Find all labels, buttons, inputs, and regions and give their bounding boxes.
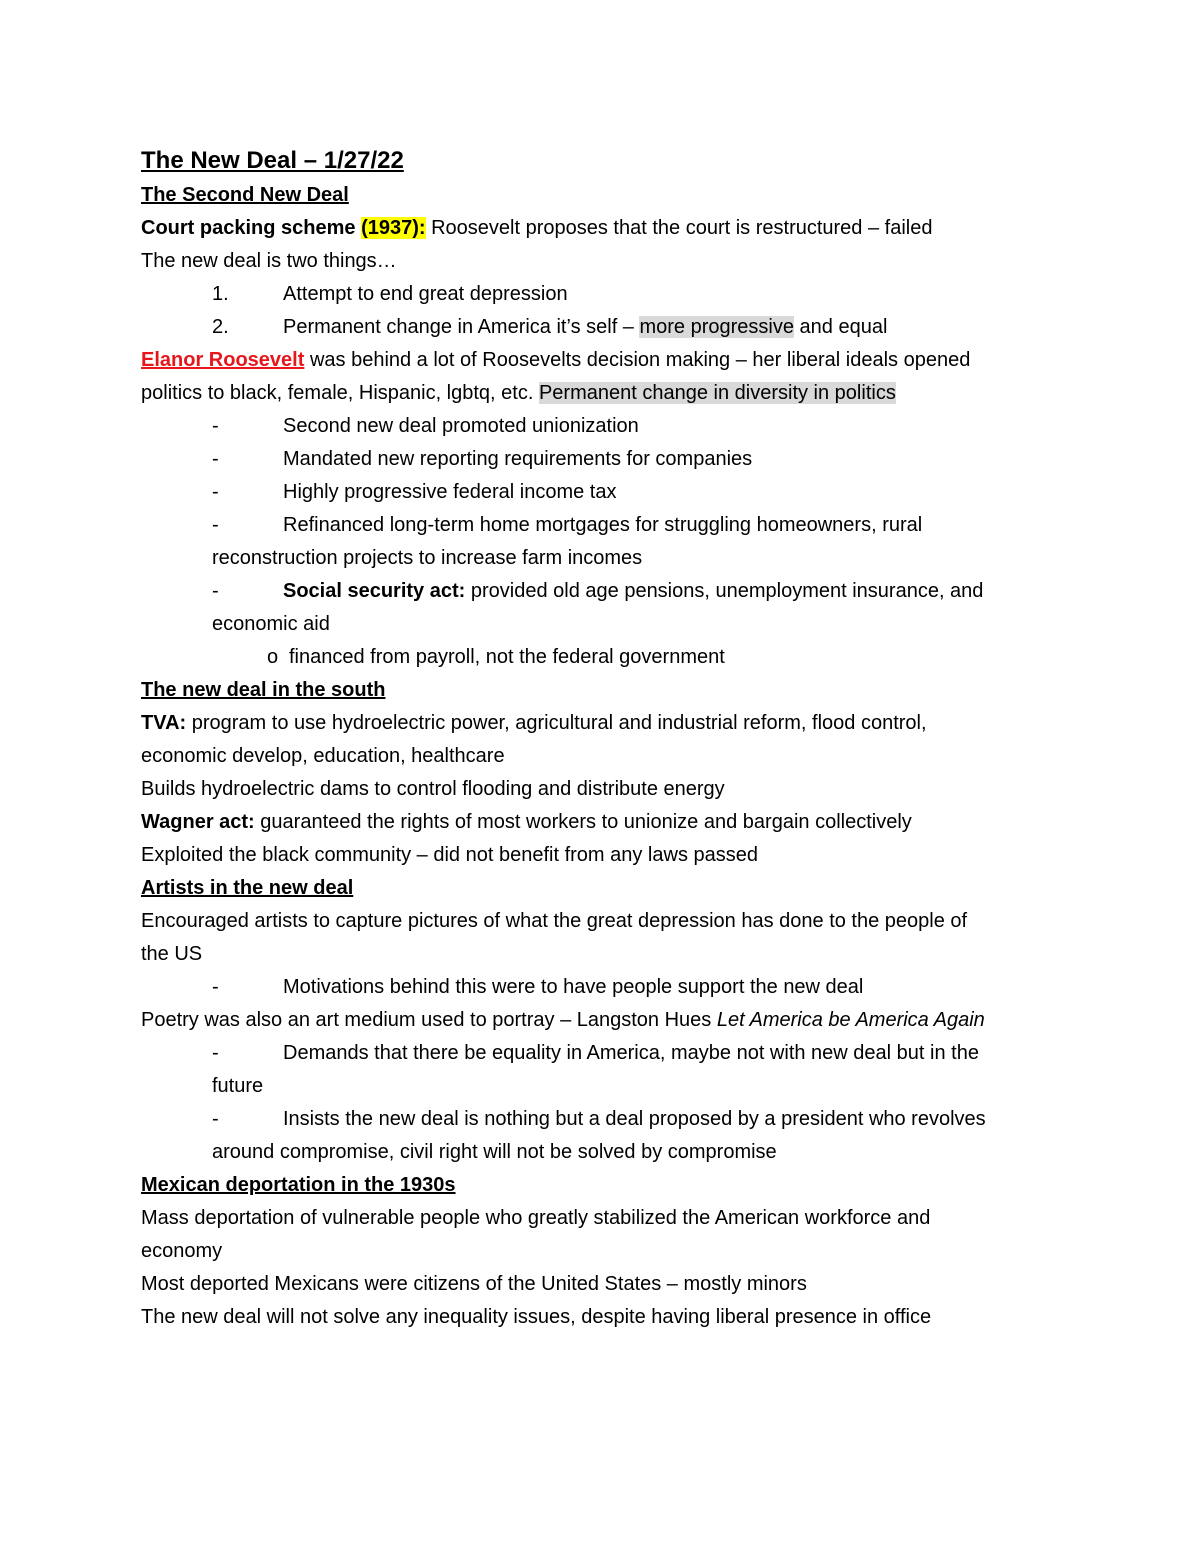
social-security-label: Social security act:: [283, 580, 466, 602]
bullet-dash: -: [212, 481, 219, 503]
elanor-line-1: [141, 344, 1071, 377]
tva-line-2: economic develop, education, healthcare: [141, 745, 505, 767]
numbered-item-1: [141, 278, 1071, 311]
bullet-item: [141, 443, 1071, 476]
dams-line: Builds hydroelectric dams to control flooding and distribute energy: [141, 778, 725, 800]
bullet-text: Motivations behind this were to have people support the new deal: [283, 976, 864, 998]
bullet-item: [141, 575, 1071, 608]
bullet-text: Demands that there be equality in America, maybe not with new deal but in the: [283, 1042, 979, 1064]
tva-text-1: program to use hydroelectric power, agricultural and industrial reform, flood control,: [186, 712, 927, 734]
court-packing-year: (1937):: [361, 217, 426, 239]
numbered-item-2-text: [212, 311, 887, 344]
bullet-text: Insists the new deal is nothing but a deal proposed by a president who revolves: [283, 1108, 986, 1130]
bullet-item: [141, 971, 1071, 1004]
most-deported-line: Most deported Mexicans were citizens of the United States – mostly minors: [141, 1273, 807, 1295]
tva-line-1: [141, 707, 1071, 740]
numbered-item-2-number: 2.: [212, 316, 229, 338]
bullet-item: [141, 1037, 1071, 1070]
bullet-continuation: reconstruction projects to increase farm incomes: [212, 547, 643, 569]
social-security-text: provided old age pensions, unemployment insurance, and: [465, 580, 984, 602]
bullet-dash: -: [212, 514, 219, 536]
bullet-dash: -: [212, 448, 219, 470]
sub-bullet-item: [141, 641, 1071, 674]
bullet-continuation: economic aid: [212, 613, 330, 635]
bullet-text: Mandated new reporting requirements for companies: [283, 448, 753, 470]
elanor-highlight: Permanent change in diversity in politics: [538, 382, 896, 404]
bullet-item: [141, 1103, 1071, 1136]
court-packing-label: Court packing scheme: [141, 217, 362, 239]
wagner-text: guaranteed the rights of most workers to unionize and bargain collectively: [254, 811, 912, 833]
heading-new-deal-south: The new deal in the south: [141, 679, 386, 701]
heading-mexican-deportation: Mexican deportation in the 1930s: [141, 1174, 456, 1196]
poetry-text: Poetry was also an art medium used to portray – Langston Hues: [141, 1009, 717, 1031]
court-packing-text: Roosevelt proposes that the court is restructured – failed: [425, 217, 933, 239]
bullet-item: [141, 509, 1071, 542]
two-things-line: The new deal is two things…: [141, 250, 397, 272]
bullet-dash: -: [212, 1108, 219, 1130]
bullet-item: [141, 476, 1071, 509]
heading-second-new-deal: The Second New Deal: [141, 184, 349, 206]
encouraged-line-1: Encouraged artists to capture pictures of what the great depression has done to the people of: [141, 910, 968, 932]
bullet-text: [212, 575, 983, 608]
elanor-name: Elanor Roosevelt: [141, 349, 305, 371]
bullet-dash: -: [212, 1042, 219, 1064]
encouraged-line-2: the US: [141, 943, 203, 965]
numbered-item-2-highlight: more progressive: [639, 316, 794, 338]
bullet-continuation: future: [212, 1075, 264, 1097]
wagner-line: [141, 806, 1071, 839]
bullet-item: [141, 410, 1071, 443]
inequality-line: The new deal will not solve any inequality issues, despite having liberal presence in office: [141, 1306, 932, 1328]
elanor-text-2: politics to black, female, Hispanic, lgbtq, etc.: [141, 382, 539, 404]
elanor-line-2: [141, 377, 1071, 410]
poem-title: Let America be America Again: [716, 1009, 985, 1031]
sub-bullet-text: financed from payroll, not the federal government: [289, 646, 725, 668]
bullet-text: Refinanced long-term home mortgages for struggling homeowners, rural: [283, 514, 923, 536]
exploited-line: Exploited the black community – did not benefit from any laws passed: [141, 844, 758, 866]
numbered-item-1-text: Attempt to end great depression: [283, 283, 568, 305]
numbered-item-2-text-b: and equal: [794, 316, 888, 338]
sub-bullet-mark: o: [267, 646, 279, 668]
document-title: The New Deal – 1/27/22: [141, 147, 404, 174]
poetry-line: [141, 1004, 1071, 1037]
numbered-item-2-text-a: Permanent change in America it’s self –: [283, 316, 640, 338]
mass-line-2: economy: [141, 1240, 223, 1262]
tva-label: TVA:: [141, 712, 187, 734]
numbered-item-2: [141, 311, 1071, 344]
bullet-dash: -: [212, 415, 219, 437]
bullet-dash: -: [212, 976, 219, 998]
wagner-label: Wagner act:: [141, 811, 255, 833]
mass-line-1: Mass deportation of vulnerable people who greatly stabilized the American workforce and: [141, 1207, 931, 1229]
court-packing-line: [141, 212, 1071, 245]
heading-artists: Artists in the new deal: [141, 877, 354, 899]
bullet-text: Highly progressive federal income tax: [283, 481, 617, 503]
document-page: [141, 143, 1071, 1334]
bullet-continuation: around compromise, civil right will not be solved by compromise: [212, 1141, 777, 1163]
bullet-text: Second new deal promoted unionization: [283, 415, 639, 437]
numbered-item-1-number: 1.: [212, 283, 229, 305]
bullet-dash: -: [212, 580, 219, 602]
elanor-text-1: was behind a lot of Roosevelts decision making – her liberal ideals opened: [304, 349, 971, 371]
